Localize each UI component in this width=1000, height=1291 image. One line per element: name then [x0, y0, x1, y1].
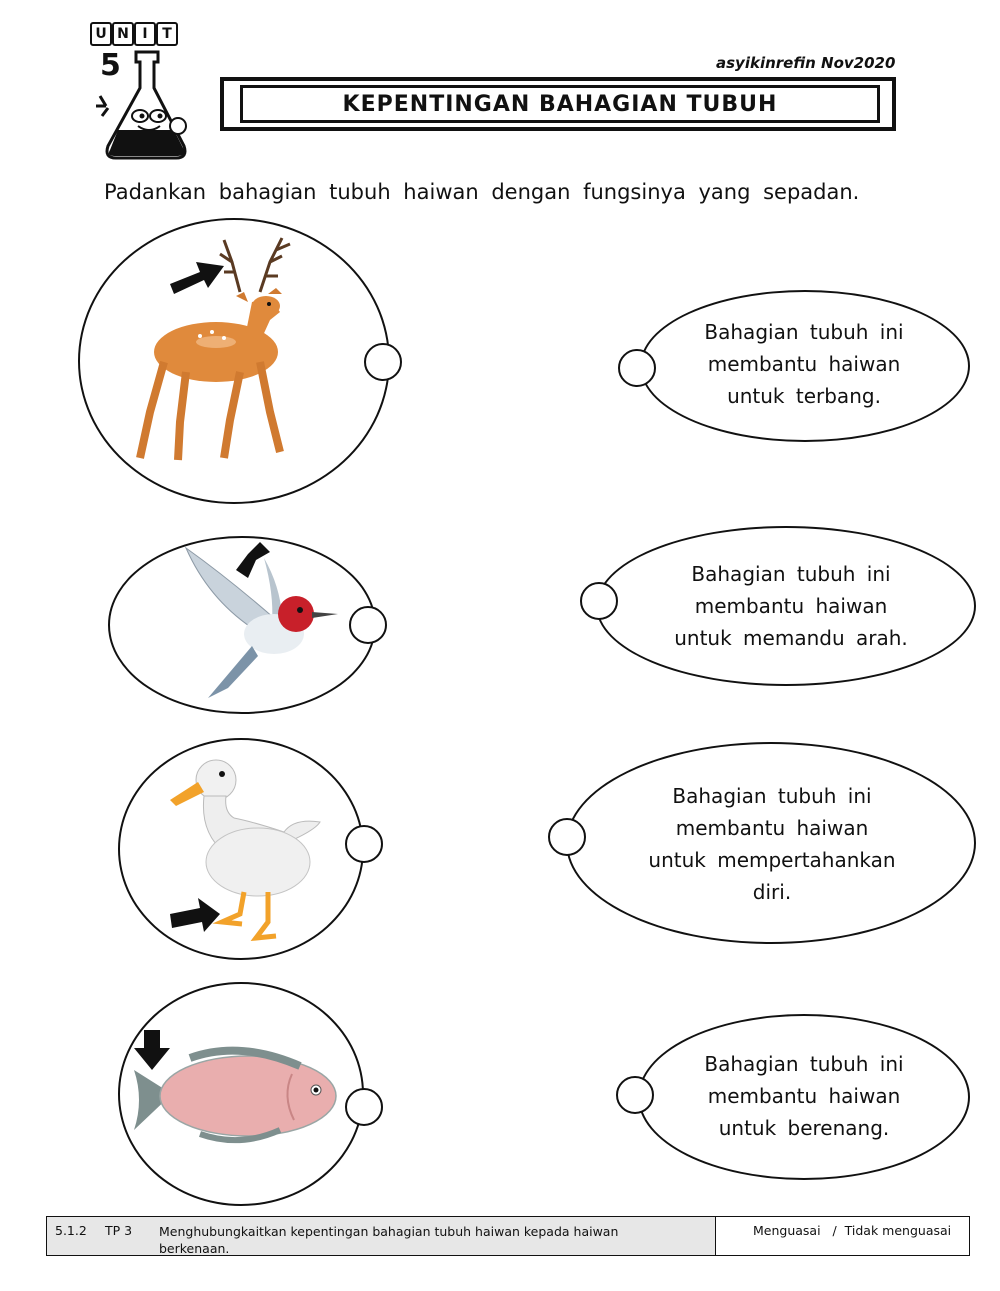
- unit-number: 5: [100, 48, 121, 83]
- match-dot-animal-1[interactable]: [364, 343, 402, 381]
- function-line: untuk terbang.: [727, 384, 881, 408]
- match-dot-function-2[interactable]: [580, 582, 618, 620]
- duck-illustration: [164, 752, 334, 948]
- assessment-footer: [46, 1216, 970, 1256]
- unit-letter: U: [90, 22, 112, 46]
- flask-mascot-icon: [88, 46, 198, 164]
- function-line: Bahagian tubuh ini: [691, 562, 891, 586]
- function-line: membantu haiwan: [694, 594, 888, 618]
- function-text-2: [646, 558, 936, 654]
- bird-illustration: [178, 538, 342, 708]
- mastery-options[interactable]: Menguasai / Tidak menguasai: [753, 1223, 952, 1238]
- function-line: untuk mempertahankan: [648, 848, 896, 872]
- function-text-3: [622, 780, 922, 908]
- match-dot-function-4[interactable]: [616, 1076, 654, 1114]
- match-dot-animal-3[interactable]: [345, 825, 383, 863]
- function-line: diri.: [752, 880, 792, 904]
- function-line: membantu haiwan: [707, 1084, 901, 1108]
- footer-divider: [715, 1217, 716, 1255]
- instruction-text: Padankan bahagian tubuh haiwan dengan fungsinya yang sepadan.: [104, 180, 860, 204]
- function-line: Bahagian tubuh ini: [704, 1052, 904, 1076]
- function-text-1: [672, 316, 936, 412]
- standard-code: 5.1.2: [55, 1223, 87, 1238]
- performance-level: TP 3: [105, 1223, 133, 1238]
- author-credit: asyikinrefin Nov2020: [716, 54, 896, 72]
- unit-letter: T: [156, 22, 178, 46]
- function-text-4: [672, 1048, 936, 1144]
- match-dot-animal-2[interactable]: [349, 606, 387, 644]
- title-frame: [220, 77, 896, 131]
- standard-description: Menghubungkaitkan kepentingan bahagian tubuh haiwan kepada haiwan berkenaan.: [159, 1224, 619, 1256]
- deer-illustration: [120, 232, 320, 470]
- page-title: KEPENTINGAN BAHAGIAN TUBUH: [240, 85, 880, 123]
- match-dot-function-1[interactable]: [618, 349, 656, 387]
- unit-letter: N: [112, 22, 134, 46]
- match-dot-animal-4[interactable]: [345, 1088, 383, 1126]
- match-dot-function-3[interactable]: [548, 818, 586, 856]
- function-line: untuk berenang.: [718, 1116, 890, 1140]
- unit-letter: I: [134, 22, 156, 46]
- function-line: Bahagian tubuh ini: [672, 784, 872, 808]
- fish-illustration: [130, 1030, 340, 1150]
- function-line: membantu haiwan: [675, 816, 869, 840]
- function-line: Bahagian tubuh ini: [704, 320, 904, 344]
- function-line: membantu haiwan: [707, 352, 901, 376]
- function-line: untuk memandu arah.: [674, 626, 908, 650]
